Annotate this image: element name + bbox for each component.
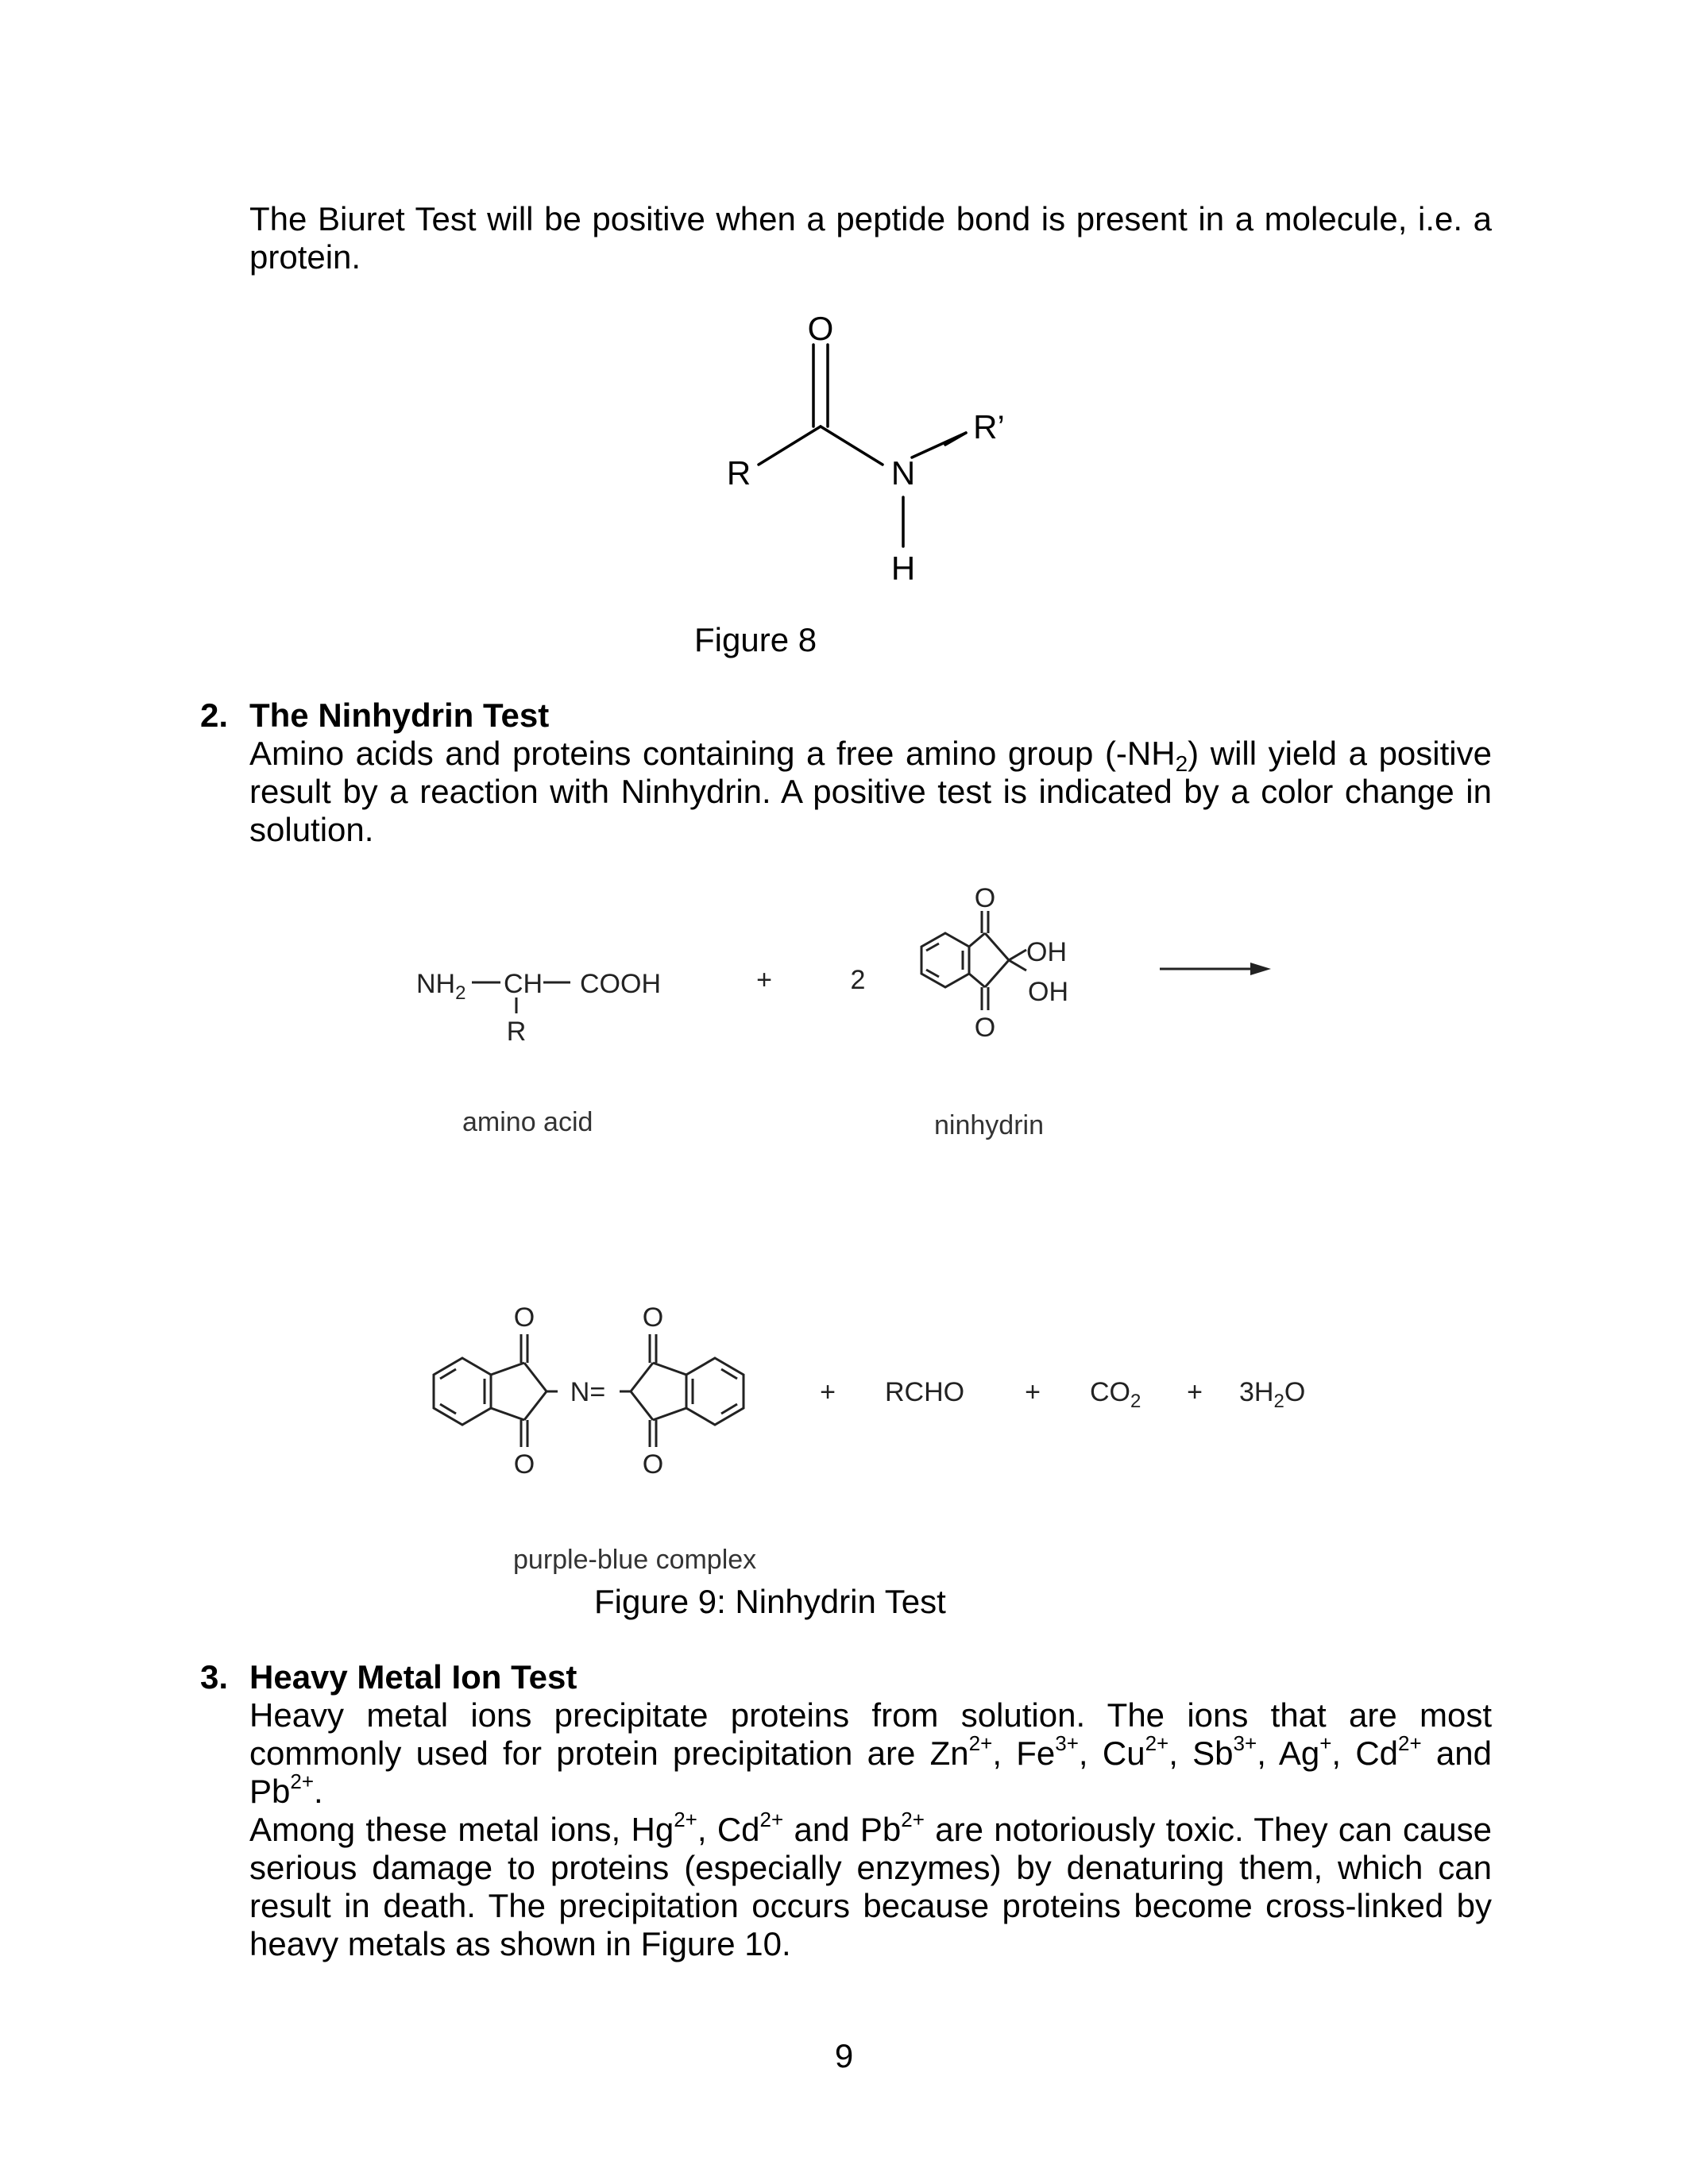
ion: $Zn^{2+}$: [929, 1731, 993, 1772]
plus-sign-2: +: [820, 1377, 836, 1407]
rcho: RCHO: [885, 1377, 965, 1407]
figure-8-caption: Figure 8: [694, 621, 817, 658]
reaction-arrow: [1160, 963, 1271, 975]
ninhydrin-label: ninhydrin: [934, 1110, 1044, 1140]
plus-sign-3: +: [1025, 1377, 1041, 1407]
biuret-paragraph: The Biuret Test will be positive when a peptide bond is present in a molecule, i.e. a protein.: [249, 200, 1492, 276]
heavy-metal-paragraph-1: Heavy metal ions precipitate proteins from solution. The ions that are most commonly used for protein precipitation are $Zn^{2+}$, $Fe^{3+}$, $Cu^{2+}$, $Sb^{3+}$, Ag+, $Cd^{2+}$ and $Pb^{2+}$.: [249, 1696, 1493, 1810]
svg-text:OH: OH: [1026, 937, 1067, 967]
nitrogen-label: N: [890, 454, 916, 492]
ion: $Cu^{2+}$: [1102, 1731, 1169, 1772]
heavy-metal-heading: [200, 1658, 577, 1696]
svg-text:O: O: [974, 883, 996, 913]
figure-9-caption: Figure 9: Ninhydrin Test: [594, 1583, 946, 1620]
svg-text:O: O: [642, 1449, 664, 1480]
plus-sign-1: +: [756, 965, 772, 995]
section-title: Heavy Metal Ion Test: [249, 1658, 577, 1696]
carbonyl-oxygen-label: O: [807, 310, 834, 347]
svg-text:COOH: COOH: [580, 969, 661, 999]
ion: $Sb^{3+}$: [1192, 1731, 1257, 1772]
section-number: 3.: [200, 1658, 229, 1696]
svg-text:NH2: $NH_2$: [416, 969, 466, 1004]
section-title: The Ninhydrin Test: [249, 696, 550, 734]
coefficient: 2: [850, 965, 866, 995]
ion: $Pb^{2+}$: [859, 1808, 925, 1848]
page-number: 9: [834, 2037, 854, 2074]
ion: $Pb^{2+}$: [249, 1769, 315, 1810]
ion: $Cd^{2+}$: [717, 1808, 784, 1848]
r-prime-label: R’: [973, 408, 1005, 446]
r-group-label: R: [726, 454, 751, 492]
svg-text:N=: N=: [570, 1377, 606, 1407]
ninhydrin-paragraph: Amino acids and proteins containing a free amino group $(-NH_2)$ will yield a positive result by a reaction with Ninhydrin. A positive test is indicated by a color change in solution.: [249, 735, 1492, 848]
ninhydrin-structure: [921, 911, 1026, 1010]
hydrogen-label: H: [890, 550, 916, 587]
svg-text:OH: OH: [1028, 977, 1068, 1007]
ion: $Cd^{2+}$: [1355, 1731, 1422, 1772]
toxic-ion-list: $Hg^{2+}$, $Cd^{2+}$ and $Pb^{2+}$: [631, 1808, 925, 1848]
svg-text:R: R: [506, 1017, 527, 1047]
carbon-dioxide: $CO_2$: [1090, 1377, 1141, 1412]
ion: $Hg^{2+}$: [631, 1808, 697, 1848]
svg-text:O: O: [642, 1302, 664, 1333]
svg-text:O: O: [974, 1013, 996, 1043]
plus-sign-4: +: [1187, 1377, 1203, 1407]
ion: $Fe^{3+}$: [1016, 1731, 1079, 1772]
svg-text:O: O: [513, 1449, 535, 1480]
ion: Ag+: [1278, 1731, 1332, 1772]
svg-text:O: O: [513, 1302, 535, 1333]
water: $3H_2O$: [1239, 1377, 1306, 1412]
amino-acid-structure: [416, 969, 661, 1047]
amino-acid-label: amino acid: [462, 1107, 593, 1137]
purple-blue-complex-label: purple-blue complex: [513, 1545, 757, 1575]
section-number: 2.: [200, 696, 229, 734]
ion-list: $Zn^{2+}$, $Fe^{3+}$, $Cu^{2+}$, $Sb^{3+}$, Ag+, $Cd^{2+}$ and $Pb^{2+}$.: [249, 1731, 1493, 1810]
svg-text:CH: CH: [504, 969, 543, 999]
heavy-metal-paragraph-2: Among these metal ions, $Hg^{2+}$, $Cd^{2+}$ and $Pb^{2+}$ are notoriously toxic. They can cause serious damage to proteins (especially enzymes) by denaturing them, which can result in death. The precipitation occurs because proteins become cross-linked by heavy metals as shown in Figure 10.: [249, 1808, 1493, 1962]
